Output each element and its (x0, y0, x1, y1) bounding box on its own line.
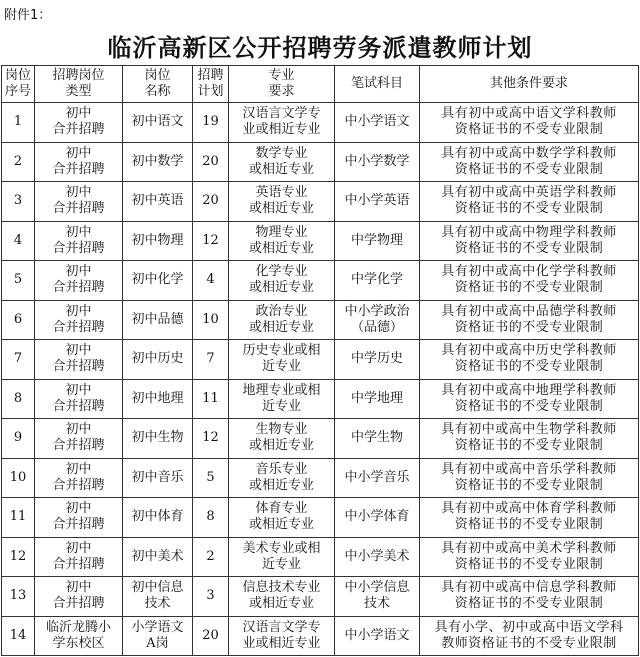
cell-recruit-type: 初中 合并招聘 (35, 182, 123, 222)
cell-position-no: 7 (2, 340, 35, 380)
table-row (2, 300, 639, 340)
cell-position-name: 小学语文 A岗 (123, 616, 193, 656)
cell-plan-count: 11 (193, 379, 229, 419)
header-major-requirement: 专业 要求 (229, 66, 335, 103)
cell-other-requirements: 具有初中或高中音乐学科教师 资格证书的不受专业限制 (420, 458, 639, 498)
cell-exam-subject: 中学历史 (335, 340, 420, 380)
table-row (2, 182, 639, 222)
cell-major-requirement: 数学专业 或相近专业 (229, 142, 335, 182)
cell-exam-subject: 中小学信息 技术 (335, 577, 420, 617)
cell-exam-subject: 中小学语文 (335, 616, 420, 656)
cell-position-name: 初中美术 (123, 537, 193, 577)
cell-exam-subject: 中小学语文 (335, 103, 420, 143)
cell-exam-subject: 中小学政治 （品德） (335, 300, 420, 340)
cell-plan-count: 7 (193, 340, 229, 380)
cell-position-name: 初中生物 (123, 419, 193, 459)
cell-exam-subject: 中学地理 (335, 379, 420, 419)
cell-position-name: 初中数学 (123, 142, 193, 182)
cell-position-name: 初中品德 (123, 300, 193, 340)
cell-plan-count: 12 (193, 221, 229, 261)
cell-recruit-type: 初中 合并招聘 (35, 379, 123, 419)
header-position-name: 岗位 名称 (123, 66, 193, 103)
table-row (2, 616, 639, 656)
table-row (2, 142, 639, 182)
cell-major-requirement: 物理专业 或相近专业 (229, 221, 335, 261)
cell-recruit-type: 初中 合并招聘 (35, 458, 123, 498)
cell-plan-count: 8 (193, 498, 229, 538)
cell-plan-count: 20 (193, 182, 229, 222)
cell-position-name: 初中体育 (123, 498, 193, 538)
cell-position-name: 初中化学 (123, 261, 193, 301)
header-exam-subject: 笔试科目 (335, 66, 420, 103)
cell-major-requirement: 历史专业或相 近专业 (229, 340, 335, 380)
cell-exam-subject: 中小学数学 (335, 142, 420, 182)
recruitment-plan-table (1, 65, 639, 656)
cell-plan-count: 2 (193, 537, 229, 577)
cell-plan-count: 20 (193, 142, 229, 182)
cell-position-no: 9 (2, 419, 35, 459)
cell-major-requirement: 生物专业 或相近专业 (229, 419, 335, 459)
cell-major-requirement: 音乐专业 或相近专业 (229, 458, 335, 498)
cell-position-no: 8 (2, 379, 35, 419)
cell-position-no: 4 (2, 221, 35, 261)
cell-plan-count: 19 (193, 103, 229, 143)
cell-other-requirements: 具有初中或高中历史学科教师 资格证书的不受专业限制 (420, 340, 639, 380)
table-row (2, 537, 639, 577)
cell-recruit-type: 初中 合并招聘 (35, 300, 123, 340)
cell-position-name: 初中历史 (123, 340, 193, 380)
cell-major-requirement: 地理专业或相 近专业 (229, 379, 335, 419)
cell-major-requirement: 英语专业 或相近专业 (229, 182, 335, 222)
cell-position-name: 初中信息 技术 (123, 577, 193, 617)
cell-other-requirements: 具有初中或高中美术学科教师 资格证书的不受专业限制 (420, 537, 639, 577)
cell-other-requirements: 具有初中或高中信息学科教师 资格证书的不受专业限制 (420, 577, 639, 617)
cell-position-name: 初中地理 (123, 379, 193, 419)
cell-other-requirements: 具有初中或高中物理学科教师 资格证书的不受专业限制 (420, 221, 639, 261)
cell-plan-count: 3 (193, 577, 229, 617)
cell-exam-subject: 中小学英语 (335, 182, 420, 222)
header-row (2, 66, 639, 103)
cell-exam-subject: 中小学体育 (335, 498, 420, 538)
table-row (2, 458, 639, 498)
header-plan-count: 招聘 计划 (193, 66, 229, 103)
attachment-label: 附件1： (4, 8, 52, 23)
cell-exam-subject: 中小学音乐 (335, 458, 420, 498)
cell-position-no: 3 (2, 182, 35, 222)
cell-position-no: 12 (2, 537, 35, 577)
table-row (2, 221, 639, 261)
cell-other-requirements: 具有初中或高中地理学科教师 资格证书的不受专业限制 (420, 379, 639, 419)
cell-other-requirements: 具有初中或高中英语学科教师 资格证书的不受专业限制 (420, 182, 639, 222)
cell-other-requirements: 具有初中或高中体育学科教师 资格证书的不受专业限制 (420, 498, 639, 538)
cell-plan-count: 12 (193, 419, 229, 459)
cell-other-requirements: 具有初中或高中生物学科教师 资格证书的不受专业限制 (420, 419, 639, 459)
cell-position-no: 14 (2, 616, 35, 656)
cell-recruit-type: 初中 合并招聘 (35, 142, 123, 182)
cell-position-no: 10 (2, 458, 35, 498)
cell-recruit-type: 初中 合并招聘 (35, 498, 123, 538)
cell-recruit-type: 初中 合并招聘 (35, 261, 123, 301)
cell-position-name: 初中音乐 (123, 458, 193, 498)
cell-position-no: 5 (2, 261, 35, 301)
cell-position-no: 2 (2, 142, 35, 182)
cell-exam-subject: 中学化学 (335, 261, 420, 301)
cell-recruit-type: 初中 合并招聘 (35, 221, 123, 261)
cell-recruit-type: 初中 合并招聘 (35, 340, 123, 380)
table-row (2, 577, 639, 617)
cell-position-no: 13 (2, 577, 35, 617)
cell-major-requirement: 政治专业 或相近专业 (229, 300, 335, 340)
header-position-no: 岗位 序号 (2, 66, 35, 103)
table-row (2, 261, 639, 301)
cell-major-requirement: 美术专业或相 近专业 (229, 537, 335, 577)
cell-major-requirement: 化学专业 或相近专业 (229, 261, 335, 301)
cell-recruit-type: 初中 合并招聘 (35, 419, 123, 459)
cell-exam-subject: 中小学美术 (335, 537, 420, 577)
cell-position-name: 初中英语 (123, 182, 193, 222)
cell-exam-subject: 中学生物 (335, 419, 420, 459)
cell-major-requirement: 信息技术专业 或相近专业 (229, 577, 335, 617)
table-row (2, 340, 639, 380)
table-row (2, 103, 639, 143)
cell-position-no: 6 (2, 300, 35, 340)
table-row (2, 379, 639, 419)
cell-major-requirement: 体育专业 或相近专业 (229, 498, 335, 538)
cell-recruit-type: 初中 合并招聘 (35, 537, 123, 577)
cell-other-requirements: 具有初中或高中化学学科教师 资格证书的不受专业限制 (420, 261, 639, 301)
cell-recruit-type: 临沂龙腾小 学东校区 (35, 616, 123, 656)
cell-other-requirements: 具有初中或高中语文学科教师 资格证书的不受专业限制 (420, 103, 639, 143)
cell-major-requirement: 汉语言文学专 业或相近专业 (229, 103, 335, 143)
cell-other-requirements: 具有初中或高中数学学科教师 资格证书的不受专业限制 (420, 142, 639, 182)
cell-position-no: 11 (2, 498, 35, 538)
cell-exam-subject: 中学物理 (335, 221, 420, 261)
header-recruit-type: 招聘岗位 类型 (35, 66, 123, 103)
page-title: 临沂高新区公开招聘劳务派遣教师计划 (107, 34, 533, 62)
cell-plan-count: 4 (193, 261, 229, 301)
cell-plan-count: 10 (193, 300, 229, 340)
header-other-requirements: 其他条件要求 (420, 66, 639, 103)
cell-recruit-type: 初中 合并招聘 (35, 103, 123, 143)
table-row (2, 498, 639, 538)
cell-position-name: 初中语文 (123, 103, 193, 143)
cell-recruit-type: 初中 合并招聘 (35, 577, 123, 617)
cell-major-requirement: 汉语言文学专 业或相近专业 (229, 616, 335, 656)
cell-position-no: 1 (2, 103, 35, 143)
cell-plan-count: 20 (193, 616, 229, 656)
cell-position-name: 初中物理 (123, 221, 193, 261)
table-row (2, 419, 639, 459)
cell-plan-count: 5 (193, 458, 229, 498)
cell-other-requirements: 具有小学、初中或高中语文学科 教师资格证书的不受专业限制 (420, 616, 639, 656)
cell-other-requirements: 具有初中或高中品德学科教师 资格证书的不受专业限制 (420, 300, 639, 340)
